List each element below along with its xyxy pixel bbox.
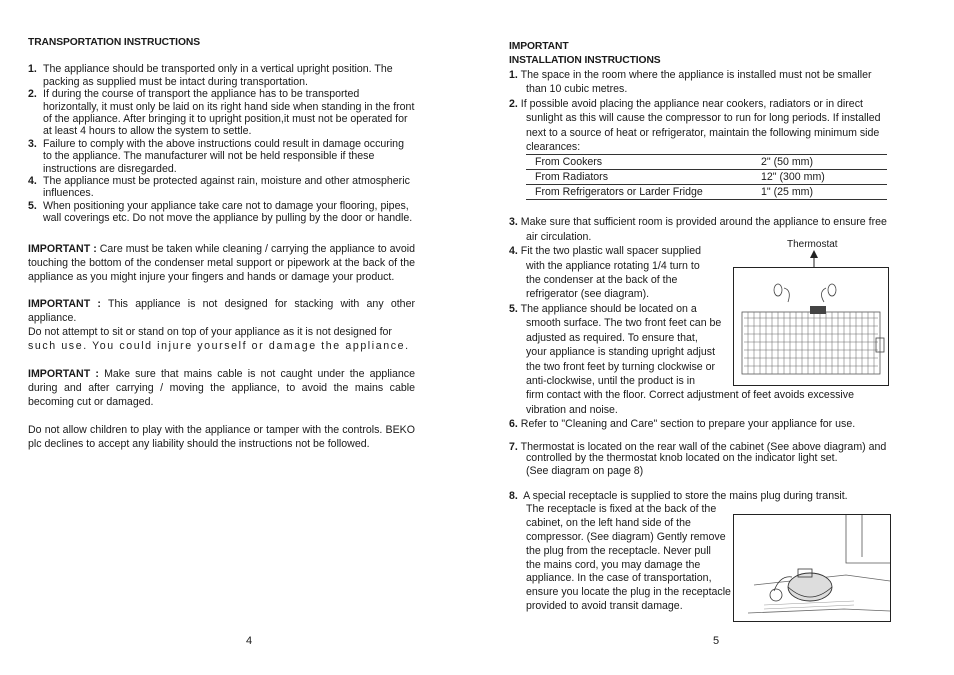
item-number: 4. bbox=[28, 175, 37, 188]
item-text: The appliance should be located on a bbox=[520, 302, 697, 315]
item-text: ensure you locate the plug in the receptacle bbox=[526, 586, 731, 599]
install-item-6 bbox=[509, 417, 899, 431]
important-cable-paragraph bbox=[28, 368, 415, 410]
item-text: A special receptacle is supplied to store the mains plug during transit. bbox=[523, 489, 848, 502]
item-number: 2. bbox=[509, 97, 518, 110]
children-warning: Do not allow children to play with the appliance or tamper with the controls. BEKO plc declines to accept any liability should the instructions not be followed. bbox=[28, 423, 415, 450]
item-number: 3. bbox=[28, 137, 37, 150]
item-text: If possible avoid placing the appliance near cookers, radiators or in direct sunlight as this will cause the compressor to run for long periods. If installed next to a source of heat or refrigerator, maintain the following minimum side clearances: bbox=[520, 97, 881, 154]
install-item-1-cont: than 10 cubic metres. bbox=[526, 83, 628, 96]
item-text: compressor. (See diagram) Gently remove bbox=[526, 530, 726, 543]
install-item-3 bbox=[509, 215, 899, 229]
install-item-5-tail: firm contact with the floor. Correct adjustment of feet avoids excessive vibration and noise. bbox=[526, 389, 854, 416]
item-text: If during the course of transport the appliance has to be transported horizontally, it must only be laid on its right hand side when standing in the front of the appliance. After bringing it to upright position,it must not be operated for at least 4 hours to allow the system to settle. bbox=[43, 88, 415, 138]
install-item-2 bbox=[509, 97, 899, 155]
item-text: When positioning your appliance take care not to damage your flooring, pipes, wall coverings etc. Do not move the appliance by pulling by the door or handle. bbox=[43, 199, 413, 225]
install-item-1 bbox=[509, 68, 899, 82]
item-text: the two front feet by turning clockwise or bbox=[526, 360, 716, 373]
install-item-4 bbox=[509, 244, 724, 302]
item-text: smooth surface. The two front feet can be bbox=[526, 317, 722, 330]
item-number: 1. bbox=[509, 69, 518, 81]
clearance-label: From Refrigerators or Larder Fridge bbox=[526, 185, 761, 200]
thermostat-label: Thermostat bbox=[787, 239, 838, 250]
list-item bbox=[28, 138, 415, 175]
install-item-3-cont: air circulation. bbox=[526, 230, 592, 243]
install-item-5 bbox=[509, 302, 724, 388]
wall-spacer-right-icon bbox=[821, 284, 836, 302]
item-number: 8. bbox=[509, 489, 518, 502]
clearance-label: From Cookers bbox=[526, 155, 761, 170]
important-care-paragraph bbox=[28, 243, 415, 285]
important-label: IMPORTANT : bbox=[28, 298, 101, 311]
item-text: with the appliance rotating 1/4 turn to bbox=[526, 259, 700, 272]
item-text: controlled by the thermostat knob located on the indicator light set. bbox=[526, 451, 838, 464]
important-text: Make sure that mains cable is not caught under the appliance during and after carrying / moving the appliance, to avoid the mains cable becoming cut or damaged. bbox=[28, 368, 415, 408]
item-text: adjusted as required. To ensure that, bbox=[526, 331, 698, 344]
list-item bbox=[28, 88, 415, 138]
item-text: appliance. In the case of transportation, bbox=[526, 572, 712, 585]
important-label: IMPORTANT : bbox=[28, 242, 97, 255]
table-row bbox=[526, 155, 887, 170]
list-item bbox=[28, 63, 415, 88]
item-text: Failure to comply with the above instructions could result in damage occuring to the appliance. The manufacturer will not be held responsible if these instructions are disregarded. bbox=[43, 137, 404, 175]
item-text: anti-clockwise, until the product is in bbox=[526, 374, 695, 387]
item-text: The appliance should be transported only in a vertical upright position. The packing as supplied must be intact during transportation. bbox=[43, 63, 393, 88]
clearance-value: 1" (25 mm) bbox=[761, 185, 887, 200]
item-text: provided to avoid transit damage. bbox=[526, 599, 683, 612]
item-number: 7. bbox=[509, 440, 518, 453]
condenser-diagram bbox=[733, 267, 889, 386]
important-stacking-paragraph bbox=[28, 298, 415, 326]
item-text: the condenser at the back of the bbox=[526, 274, 678, 287]
transport-list bbox=[28, 63, 415, 224]
item-number: 1. bbox=[28, 63, 37, 76]
installation-heading: INSTALLATION INSTRUCTIONS bbox=[509, 55, 661, 66]
item-text: your appliance is standing upright adjust bbox=[526, 346, 716, 359]
item-number: 5. bbox=[509, 302, 518, 315]
condenser-coil-icon bbox=[734, 268, 888, 385]
item-text: The space in the room where the appliance is installed must not be smaller bbox=[520, 69, 872, 81]
item-number: 2. bbox=[28, 88, 37, 101]
item-text: The receptacle is fixed at the back of the bbox=[526, 503, 717, 516]
install-item-7 bbox=[509, 442, 899, 477]
sit-warning-line1: Do not attempt to sit or stand on top of your appliance as it is not designed for bbox=[28, 326, 392, 339]
important-text: Care must be taken while cleaning / carrying the appliance to avoid touching the bottom of the condenser metal support or pipework at the back of the appliance as you might injure your fingers and hands or damage your product. bbox=[28, 242, 415, 283]
sit-warning-line2: such use. You could injure yourself or damage the appliance. bbox=[28, 340, 410, 353]
compressor-diagram bbox=[733, 514, 891, 622]
item-text: Fit the two plastic wall spacer supplied bbox=[520, 245, 701, 258]
table-row bbox=[526, 170, 887, 185]
item-text: Thermostat is located on the rear wall of the cabinet (See above diagram) and bbox=[520, 440, 887, 453]
clearance-value: 2" (50 mm) bbox=[761, 155, 887, 170]
wall-spacer-left-icon bbox=[774, 284, 789, 302]
item-number: 6. bbox=[509, 418, 518, 431]
clearance-value: 12" (300 mm) bbox=[761, 170, 887, 185]
list-item bbox=[28, 175, 415, 200]
item-text: Make sure that sufficient room is provided around the appliance to ensure free bbox=[520, 216, 887, 229]
item-text: The appliance must be protected against rain, moisture and other atmospheric influences. bbox=[43, 175, 410, 200]
item-text: the mains cord, you may damage the bbox=[526, 558, 701, 571]
page-number-left: 4 bbox=[246, 635, 253, 647]
left-page bbox=[28, 37, 415, 452]
item-text: the plug from the receptacle. Never pull bbox=[526, 544, 711, 557]
compressor-icon bbox=[734, 515, 890, 621]
item-number: 4. bbox=[509, 245, 518, 258]
clearance-label: From Radiators bbox=[526, 170, 761, 185]
page-number-right: 5 bbox=[713, 635, 720, 647]
item-number: 5. bbox=[28, 199, 37, 212]
transport-heading: TRANSPORTATION INSTRUCTIONS bbox=[28, 37, 200, 48]
important-text: This appliance is not designed for stacking with any other appliance. bbox=[28, 298, 415, 325]
list-item bbox=[28, 200, 415, 225]
clearances-table bbox=[526, 154, 887, 200]
important-heading: IMPORTANT bbox=[509, 41, 569, 52]
important-label: IMPORTANT : bbox=[28, 368, 99, 381]
item-text: (See diagram on page 8) bbox=[526, 464, 644, 477]
item-text: cabinet, on the left hand side of the bbox=[526, 517, 691, 530]
item-text: refrigerator (see diagram). bbox=[526, 288, 650, 301]
item-number: 3. bbox=[509, 216, 518, 229]
table-row bbox=[526, 185, 887, 200]
item-text: Refer to "Cleaning and Care" section to prepare your appliance for use. bbox=[520, 418, 856, 431]
